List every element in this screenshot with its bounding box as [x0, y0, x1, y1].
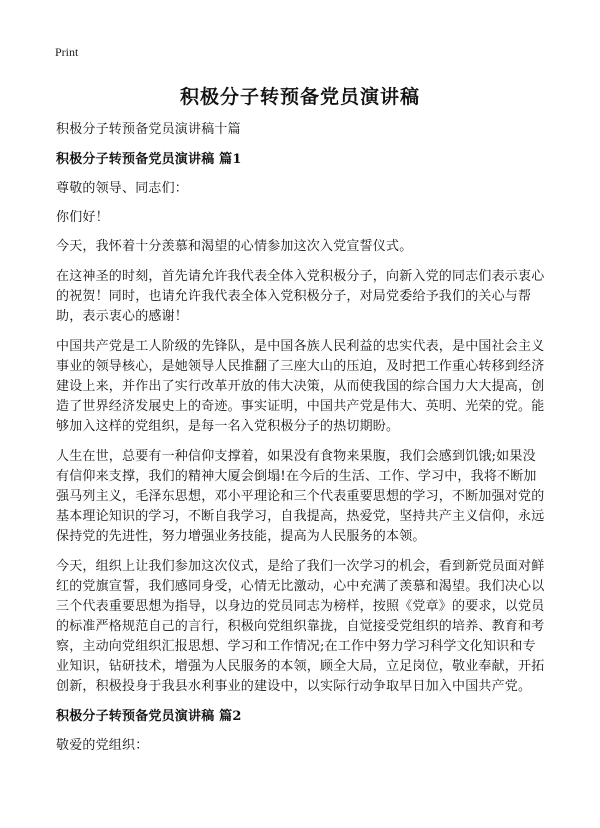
- salutation: 敬爱的党组织：: [56, 738, 149, 753]
- paragraph: 今天，组织上让我们参加这次仪式，是给了我们一次学习的机会，看到新党员面对鲜红的党旗宣誓，我们感同身受，心情无比激动，心中充满了羡慕和渴望。我们决心以三个代表重要思想为指导，以身边的党员同志为榜样，按照《党章》的要求，以党员的标准严格规范自己的言行，积极向党组织靠拢，自觉接受党组织的培养、教育和考察，主动向党组织汇报思想、学习和工作情况;在工作中努力学习科学文化知识和专业知识，钻研技术，增强为人民服务的本领，顾全大局，立足岗位，敬业奉献，开拓创新，积极投身于我县水利事业的建设中，以实际行动争取早日加入中国共产党。: [56, 559, 545, 694]
- salutation: 尊敬的领导、同志们：: [56, 181, 189, 196]
- paragraph: 人生在世，总要有一种信仰支撑着，如果没有食物来果腹，我们会感到饥饿;如果没有信仰来支撑，我们的精神大厦会倒塌!在今后的生活、工作、学习中，我将不断加强马列主义，毛泽东思想，邓小平理论和三个代表重要思想的学习，不断加强对党的基本理论知识的学习，不断自我学习，自我提高，热爱党，坚持共产主义信仰，永远保持党的先进性，努力增强业务技能，提高为人民服务的本领。: [56, 449, 545, 544]
- section-heading-1: 积极分子转预备党员演讲稿 篇1: [56, 152, 242, 167]
- paragraph: 在这神圣的时刻，首先请允许我代表全体入党积极分子，向新入党的同志们表示衷心的祝贺！同时，也请允许我代表全体入党积极分子，对局党委给予我们的关心与帮助，表示衷心的感谢！: [56, 269, 545, 324]
- document-body: [56, 120, 548, 765]
- section-heading-2: 积极分子转预备党员演讲稿 篇2: [56, 709, 242, 724]
- paragraph: 今天，我怀着十分羡慕和渴望的心情参加这次入党宣誓仪式。: [56, 239, 413, 254]
- document-title: 积极分子转预备党员演讲稿: [179, 86, 420, 108]
- paragraph: 中国共产党是工人阶级的先锋队，是中国各族人民利益的忠实代表，是中国社会主义事业的领导核心，是她领导人民推翻了三座大山的压迫，及时把工作重心转移到经济建设上来，并作出了实行改革开放的伟大决策，从而使我国的综合国力大大提高，创造了世界经济发展史上的奇迹。事实证明，中国共产党是伟大、英明、光荣的党。能够加入这样的党组织，是每一名入党积极分子的热切期盼。: [56, 339, 545, 434]
- document-subtitle: 积极分子转预备党员演讲稿十篇: [56, 122, 241, 137]
- print-link[interactable]: Print: [55, 45, 79, 59]
- greeting: 你们好！: [56, 210, 109, 225]
